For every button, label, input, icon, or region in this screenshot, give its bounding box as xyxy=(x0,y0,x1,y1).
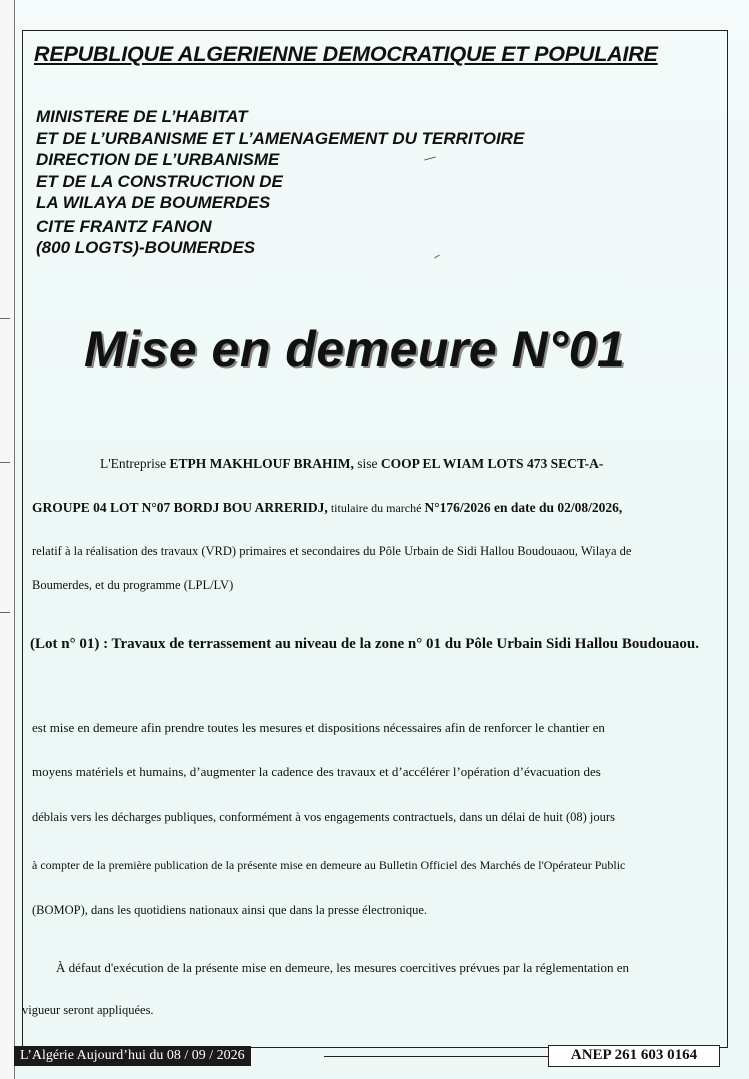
paragraph-line: à compter de la première publication de la présente mise en demeure au Bulletin Officiel des Marchés de l'Opérateur Public xyxy=(32,858,626,872)
paragraph-line: Boumerdes, et du programme (LPL/LV) xyxy=(32,578,234,592)
republic-heading: REPUBLIQUE ALGERIENNE DEMOCRATIQUE ET POPULAIRE xyxy=(34,42,658,66)
paragraph-line: est mise en demeure afin prendre toutes les mesures et dispositions nécessaires afin de renforcer le chantier en xyxy=(32,720,605,735)
paragraph-line: vigueur seront appliquées. xyxy=(22,1003,154,1017)
paragraph-line: moyens matériels et humains, d’augmenter la cadence des travaux et d’accélérer l’opération d’évacuation des xyxy=(32,764,601,779)
edge-tick xyxy=(0,612,10,613)
authority-line: LA WILAYA DE BOUMERDES xyxy=(36,193,271,212)
authority-line: MINISTERE DE L’HABITAT xyxy=(36,107,248,126)
issuing-authority xyxy=(36,106,524,259)
footer-divider xyxy=(324,1056,548,1057)
paragraph-line: déblais vers les décharges publiques, conformément à vos engagements contractuels, dans un délai de huit (08) jours xyxy=(32,810,615,824)
authority-line: CITE FRANTZ FANON xyxy=(36,216,212,236)
edge-tick xyxy=(0,462,10,463)
lot-description: (Lot n° 01) : Travaux de terrassement au niveau de la zone n° 01 du Pôle Urbain Sidi Hallou Boudouaou. xyxy=(30,636,700,652)
adjacent-page-edge xyxy=(0,0,15,1079)
company-name: ETPH MAKHLOUF BRAHIM, xyxy=(169,456,354,471)
authority-line: (800 LOGTS)-BOUMERDES xyxy=(36,238,256,257)
text-run: L'Entreprise xyxy=(100,456,170,471)
anep-reference: ANEP 261 603 0164 xyxy=(548,1045,720,1067)
contract-reference: N°176/2026 en date du 02/08/2026, xyxy=(424,500,623,515)
text-run: titulaire du marché xyxy=(327,501,425,515)
text-run: sise xyxy=(353,456,381,471)
company-address: GROUPE 04 LOT N°07 BORDJ BOU ARRERIDJ, xyxy=(32,500,328,515)
paragraph-line: (BOMOP), dans les quotidiens nationaux ainsi que dans la presse électronique. xyxy=(32,903,428,917)
paragraph-line xyxy=(100,456,716,472)
paragraph-line: relatif à la réalisation des travaux (VRD) primaires et secondaires du Pôle Urbain de Sidi Hallou Boudouaou, Wilaya de xyxy=(32,544,632,558)
edge-tick xyxy=(0,318,10,319)
notice-title: Mise en demeure N°01 xyxy=(84,321,626,377)
authority-line: ET DE LA CONSTRUCTION DE xyxy=(36,171,283,191)
newspaper-label: L’Algérie Aujourd’hui du 08 / 09 / 2026 xyxy=(14,1046,251,1066)
company-address: COOP EL WIAM LOTS 473 SECT-A- xyxy=(380,456,604,471)
paragraph-line xyxy=(32,500,716,516)
paragraph-line: À défaut d'exécution de la présente mise en demeure, les mesures coercitives prévues par la réglementation en xyxy=(56,960,630,975)
authority-line: DIRECTION DE L’URBANISME xyxy=(36,150,280,169)
authority-line: ET DE L’URBANISME ET L’AMENAGEMENT DU TERRITOIRE xyxy=(36,128,525,148)
